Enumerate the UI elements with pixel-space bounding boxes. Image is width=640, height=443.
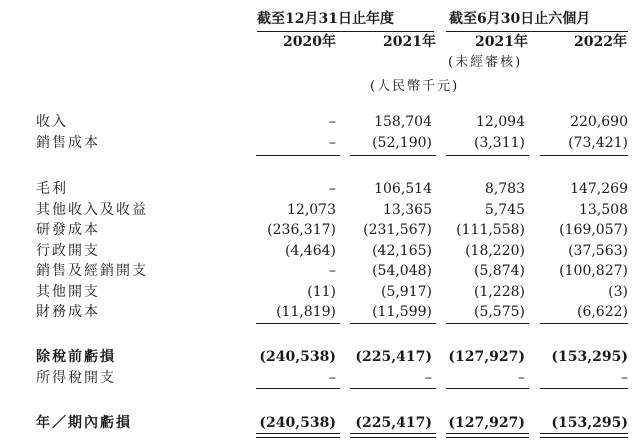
cell-value: (11,599) — [372, 304, 432, 320]
cell-value: 5,745 — [484, 202, 525, 218]
cell-value: (52,190) — [372, 135, 432, 151]
header-year-group: 截至12月31日止年度 — [257, 11, 394, 27]
cell-value: (3) — [608, 284, 628, 300]
row-label-admin: 行政開支 — [36, 243, 100, 259]
total-double-rule — [256, 433, 340, 438]
cell-value: – — [518, 370, 525, 386]
cell-value: (54,048) — [372, 263, 432, 279]
subtotal-rule — [540, 388, 628, 389]
cell-value: – — [621, 370, 628, 386]
cell-value: 13,365 — [383, 202, 432, 218]
cell-value: (236,317) — [267, 222, 336, 238]
unaudited-note: (未經審核) — [448, 55, 523, 70]
cell-value: (73,421) — [568, 135, 628, 151]
cell-value: – — [329, 114, 336, 130]
row-label-loss-for-period: 年／期內虧損 — [36, 415, 132, 431]
subtotal-rule — [540, 323, 628, 324]
subtotal-rule — [256, 388, 340, 389]
row-label-revenue: 收入 — [36, 114, 68, 130]
header-halfyear-group: 截至6月30日止六個月 — [449, 11, 591, 27]
cell-value: – — [329, 263, 336, 279]
cell-value: (127,927) — [448, 415, 525, 431]
cell-value: (18,220) — [465, 243, 525, 259]
subtotal-rule — [446, 155, 529, 156]
row-label-gross-profit: 毛利 — [36, 181, 68, 197]
currency-unit: (人民幣千元) — [370, 79, 460, 94]
cell-value: (169,057) — [559, 222, 628, 238]
row-label-other-expenses: 其他開支 — [36, 284, 100, 300]
cell-value: (4,464) — [284, 243, 336, 259]
cell-value: 106,514 — [374, 181, 432, 197]
cell-value: (225,417) — [355, 349, 432, 365]
cell-value: 8,783 — [484, 181, 525, 197]
total-double-rule — [350, 433, 436, 438]
row-label-cost-of-sales: 銷售成本 — [36, 135, 100, 151]
cell-value: (100,827) — [559, 263, 628, 279]
subtotal-rule — [350, 155, 436, 156]
cell-value: (11,819) — [276, 304, 336, 320]
subtotal-rule — [350, 388, 436, 389]
row-label-selling: 銷售及經銷開支 — [36, 263, 148, 279]
col-header-2021-half: 2021年 — [475, 34, 528, 50]
cell-value: (37,563) — [568, 243, 628, 259]
cell-value: (153,295) — [551, 415, 628, 431]
cell-value: – — [329, 370, 336, 386]
cell-value: (11) — [307, 284, 336, 300]
cell-value: – — [329, 181, 336, 197]
cell-value: 220,690 — [570, 114, 628, 130]
cell-value: (42,165) — [372, 243, 432, 259]
cell-value: (111,558) — [456, 222, 525, 238]
cell-value: (5,874) — [473, 263, 525, 279]
row-label-finance-costs: 財務成本 — [36, 304, 100, 320]
cell-value: – — [425, 370, 432, 386]
cell-value: (231,567) — [363, 222, 432, 238]
row-label-income-tax: 所得稅開支 — [36, 370, 116, 386]
col-header-2020: 2020年 — [283, 34, 336, 50]
row-label-other-income: 其他收入及收益 — [36, 202, 148, 218]
cell-value: (240,538) — [259, 415, 336, 431]
cell-value: – — [329, 135, 336, 151]
cell-value: 12,073 — [287, 202, 336, 218]
row-label-loss-before-tax: 除稅前虧損 — [36, 349, 116, 365]
cell-value: (127,927) — [448, 349, 525, 365]
total-double-rule — [446, 433, 529, 438]
cell-value: (5,575) — [473, 304, 525, 320]
cell-value: (153,295) — [551, 349, 628, 365]
row-label-rnd: 研發成本 — [36, 222, 100, 238]
cell-value: (240,538) — [259, 349, 336, 365]
cell-value: (5,917) — [380, 284, 432, 300]
header-year-underline — [257, 31, 434, 32]
subtotal-rule — [256, 323, 340, 324]
cell-value: (3,311) — [473, 135, 525, 151]
subtotal-rule — [446, 388, 529, 389]
subtotal-rule — [350, 323, 436, 324]
cell-value: 158,704 — [374, 114, 432, 130]
cell-value: (1,228) — [473, 284, 525, 300]
total-double-rule — [540, 433, 628, 438]
subtotal-rule — [256, 155, 340, 156]
header-halfyear-underline — [446, 31, 628, 32]
cell-value: 12,094 — [476, 114, 525, 130]
cell-value: (6,622) — [576, 304, 628, 320]
col-header-2021-year: 2021年 — [383, 34, 436, 50]
cell-value: (225,417) — [355, 415, 432, 431]
col-header-2022-half: 2022年 — [574, 34, 627, 50]
subtotal-rule — [540, 155, 628, 156]
subtotal-rule — [446, 323, 529, 324]
cell-value: 147,269 — [570, 181, 628, 197]
cell-value: 13,508 — [579, 202, 628, 218]
